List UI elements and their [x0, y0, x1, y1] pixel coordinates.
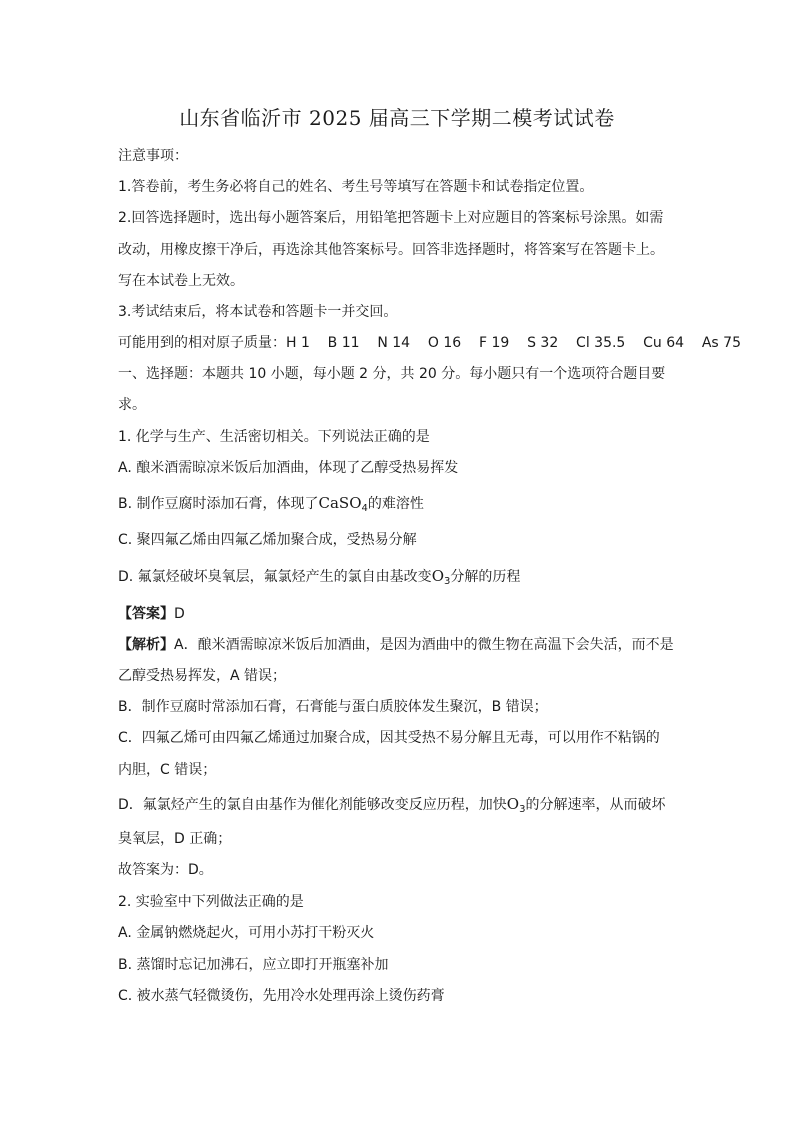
- q1-analysis-b: B．制作豆腐时常添加石膏，石膏能与蛋白质胶体发生聚沉，B 错误；: [118, 699, 548, 715]
- q2-option-a: A. 金属钠燃烧起火，可用小苏打干粉灭火: [118, 925, 375, 941]
- q1-option-d-text-end: 分解的历程: [450, 569, 521, 585]
- notice-item-3: 3.考试结束后，将本试卷和答题卡一并交回。: [118, 304, 398, 320]
- q1-analysis-a: [118, 635, 688, 655]
- q1-analysis-a-cont: 乙醇受热易挥发，A 错误；: [118, 668, 287, 684]
- analysis-d-text-end: 的分解速率，从而破坏: [525, 797, 666, 813]
- atomic-masses: 可能用到的相对原子质量：H 1 B 11 N 14 O 16 F 19 S 32 Cl 35.5 Cu 64 As 75: [118, 335, 741, 351]
- notice-item-2: 2.回答选择题时，选出每小题答案后，用铅笔把答题卡上对应题目的答案标号涂黑。如需: [118, 210, 664, 226]
- analysis-d-formula: O: [506, 795, 520, 813]
- section-heading-cont: 求。: [118, 397, 146, 413]
- notice-item-2-end: 写在本试卷上无效。: [118, 273, 244, 289]
- exam-title: 山东省临沂市 2025 届高三下学期二模考试试卷: [179, 106, 615, 130]
- q1-conclusion: 故答案为：D。: [118, 862, 213, 878]
- q2-stem: 2. 实验室中下列做法正确的是: [118, 894, 304, 910]
- q1-answer: [118, 604, 688, 624]
- q1-analysis-d: [118, 794, 688, 820]
- q1-option-d-subscript: 3: [444, 576, 451, 587]
- q1-option-d-text: D. 氟氯烃破坏臭氧层，氟氯烃产生的氯自由基改变: [118, 569, 432, 585]
- q1-analysis-c-cont: 内胆，C 错误；: [118, 762, 217, 778]
- q1-option-b-subscript: 4: [361, 503, 368, 514]
- analysis-d-subscript: 3: [519, 804, 526, 815]
- q1-option-b-formula: CaSO: [318, 494, 362, 512]
- q1-option-b-text: B. 制作豆腐时添加石膏，体现了: [118, 496, 319, 512]
- q1-option-b: [118, 493, 688, 519]
- analysis-a-text: A．酿米酒需晾凉米饭后加酒曲，是因为酒曲中的微生物在高温下会失活，而不是: [174, 637, 674, 653]
- q1-option-a: A. 酿米酒需晾凉米饭后加酒曲，体现了乙醇受热易挥发: [118, 460, 459, 476]
- notice-item-2-cont: 改动，用橡皮擦干净后，再选涂其他答案标号。回答非选择题时，将答案写在答题卡上。: [118, 242, 664, 258]
- q1-stem: 1. 化学与生产、生活密切相关。下列说法正确的是: [118, 429, 430, 445]
- q1-option-d-formula: O: [431, 567, 444, 585]
- q1-option-b-text-end: 的难溶性: [367, 496, 424, 512]
- q2-option-b: B. 蒸馏时忘记加沸石，应立即打开瓶塞补加: [118, 957, 389, 973]
- notice-item-1: 1.答卷前，考生务必将自己的姓名、考生号等填写在答题卡和试卷指定位置。: [118, 179, 594, 195]
- section-heading: 一、选择题：本题共 10 小题，每小题 2 分，共 20 分。每小题只有一个选项符合题目要: [118, 366, 666, 382]
- analysis-label: 【解析】: [118, 637, 174, 653]
- q2-option-c: C. 被水蒸气轻微烫伤，先用冷水处理再涂上烫伤药膏: [118, 988, 445, 1004]
- answer-value: D: [174, 606, 185, 622]
- notice-heading: 注意事项：: [118, 148, 188, 164]
- q1-analysis-c: C．四氟乙烯可由四氟乙烯通过加聚合成，因其受热不易分解且无毒，可以用作不粘锅的: [118, 730, 660, 746]
- q1-option-c: C. 聚四氟乙烯由四氟乙烯加聚合成，受热易分解: [118, 532, 417, 548]
- answer-label: 【答案】: [118, 606, 174, 622]
- q1-option-d: [118, 566, 688, 592]
- analysis-d-text: D．氟氯烃产生的氯自由基作为催化剂能够改变反应历程，加快: [118, 797, 507, 813]
- q1-analysis-d-cont: 臭氧层，D 正确；: [118, 831, 232, 847]
